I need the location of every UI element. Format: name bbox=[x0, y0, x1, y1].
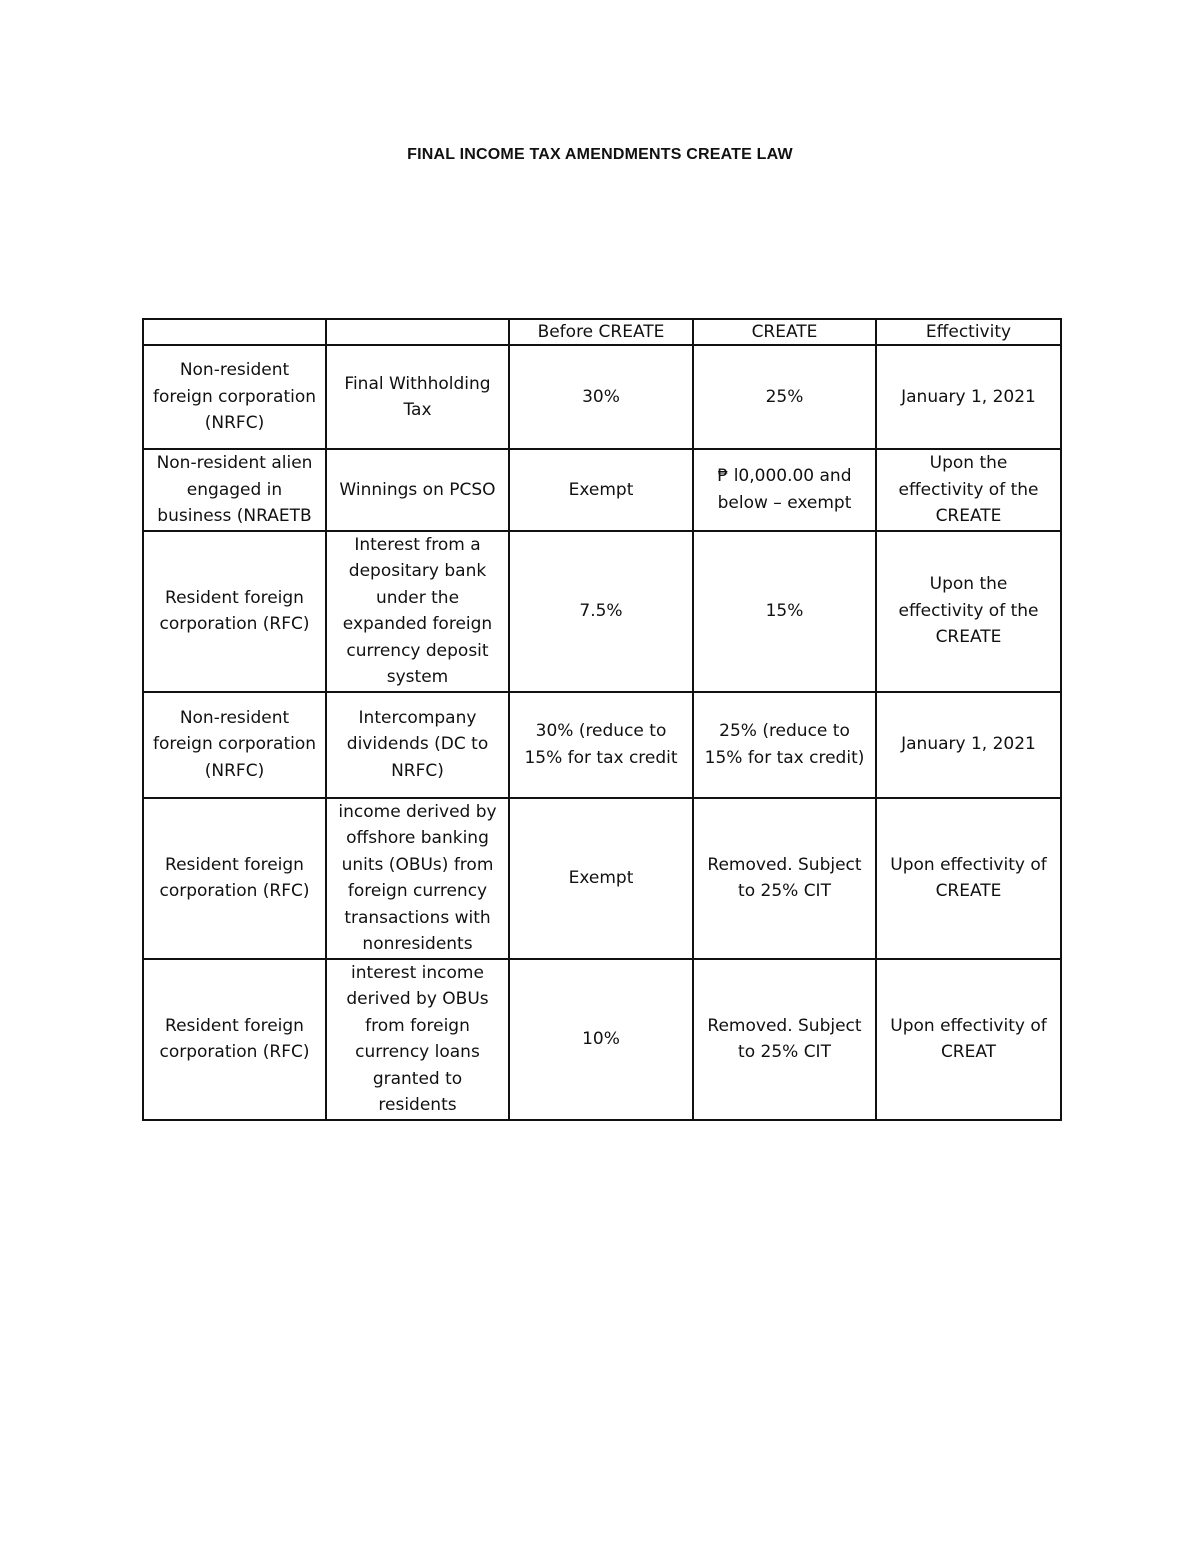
tax-amendments-table bbox=[142, 318, 1062, 1121]
document-title: FINAL INCOME TAX AMENDMENTS CREATE LAW bbox=[407, 146, 793, 163]
item-cell: income derived by offshore banking units (OBUs) from foreign currency transactions with nonresidents bbox=[326, 798, 509, 959]
taxpayer-cell: Resident foreign corporation (RFC) bbox=[143, 959, 326, 1120]
header-cell-taxpayer bbox=[143, 319, 326, 345]
header-cell-effectivity: Effectivity bbox=[876, 319, 1061, 345]
table-header-row bbox=[143, 319, 1061, 345]
create-cell: 25% bbox=[693, 345, 876, 449]
before-create-cell: Exempt bbox=[509, 449, 693, 531]
before-create-cell: 30% bbox=[509, 345, 693, 449]
create-cell: 15% bbox=[693, 531, 876, 692]
item-cell: interest income derived by OBUs from foreign currency loans granted to residents bbox=[326, 959, 509, 1120]
before-create-cell: 30% (reduce to 15% for tax credit bbox=[509, 692, 693, 798]
create-cell: ₱ l0,000.00 and below – exempt bbox=[693, 449, 876, 531]
effectivity-cell: January 1, 2021 bbox=[876, 692, 1061, 798]
before-create-cell: 7.5% bbox=[509, 531, 693, 692]
effectivity-cell: Upon effectivity of CREATE bbox=[876, 798, 1061, 959]
taxpayer-cell: Non-resident alien engaged in business (NRAETB bbox=[143, 449, 326, 531]
header-cell-before-create: Before CREATE bbox=[509, 319, 693, 345]
item-cell: Interest from a depositary bank under the expanded foreign currency deposit system bbox=[326, 531, 509, 692]
item-cell: Intercompany dividends (DC to NRFC) bbox=[326, 692, 509, 798]
effectivity-cell: January 1, 2021 bbox=[876, 345, 1061, 449]
table-row bbox=[143, 345, 1061, 449]
taxpayer-cell: Resident foreign corporation (RFC) bbox=[143, 798, 326, 959]
effectivity-cell: Upon effectivity of CREAT bbox=[876, 959, 1061, 1120]
header-cell-create: CREATE bbox=[693, 319, 876, 345]
table-row bbox=[143, 959, 1061, 1120]
effectivity-cell: Upon the effectivity of the CREATE bbox=[876, 531, 1061, 692]
create-cell: 25% (reduce to 15% for tax credit) bbox=[693, 692, 876, 798]
table-row bbox=[143, 449, 1061, 531]
taxpayer-cell: Non-resident foreign corporation (NRFC) bbox=[143, 692, 326, 798]
before-create-cell: Exempt bbox=[509, 798, 693, 959]
before-create-cell: 10% bbox=[509, 959, 693, 1120]
table-row bbox=[143, 798, 1061, 959]
item-cell: Winnings on PCSO bbox=[326, 449, 509, 531]
effectivity-cell: Upon the effectivity of the CREATE bbox=[876, 449, 1061, 531]
table-row bbox=[143, 531, 1061, 692]
create-cell: Removed. Subject to 25% CIT bbox=[693, 798, 876, 959]
create-cell: Removed. Subject to 25% CIT bbox=[693, 959, 876, 1120]
table-row bbox=[143, 692, 1061, 798]
taxpayer-cell: Non-resident foreign corporation (NRFC) bbox=[143, 345, 326, 449]
taxpayer-cell: Resident foreign corporation (RFC) bbox=[143, 531, 326, 692]
item-cell: Final Withholding Tax bbox=[326, 345, 509, 449]
header-cell-item bbox=[326, 319, 509, 345]
